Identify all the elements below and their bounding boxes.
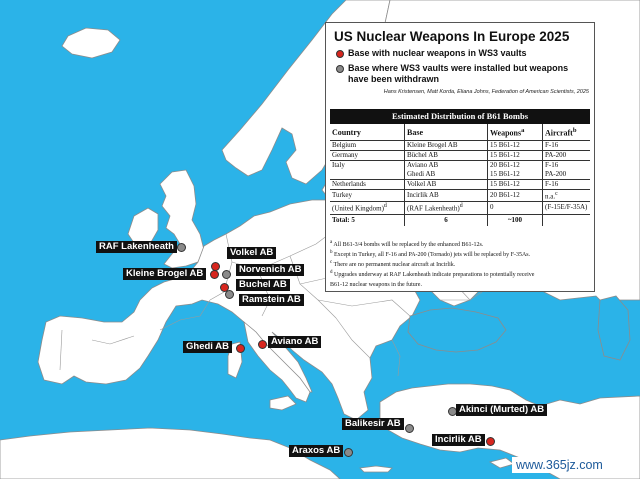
- cell-country-sup: d: [383, 203, 387, 210]
- credit-line: Hans Kristensen, Matt Korda, Eliana Johns, Federation of American Scientists, 2025: [383, 89, 589, 95]
- ghedi-dot[interactable]: [236, 344, 245, 353]
- cell-country: [330, 170, 405, 180]
- cell-aircraft: PA-200: [543, 151, 591, 161]
- cell-aircraft-sup: c: [555, 191, 558, 197]
- cell-aircraft: F-16: [543, 180, 591, 190]
- cell-weapons: 20 B61-12: [488, 190, 543, 202]
- cell-base: Volkel AB: [405, 180, 488, 190]
- header-weapons-sup: a: [521, 126, 525, 134]
- aviano-dot[interactable]: [258, 340, 267, 349]
- araxos-dot[interactable]: [344, 448, 353, 457]
- balikesir-label: Balikesir AB: [342, 418, 404, 430]
- norvenich-dot[interactable]: [222, 270, 231, 279]
- cell-base: Büchel AB: [405, 151, 488, 161]
- cell-weapons: 15 B61-12: [488, 151, 543, 161]
- table-header-row: [330, 124, 590, 141]
- cell-aircraft: F-16: [543, 161, 591, 171]
- footnotes: [330, 239, 592, 289]
- footnote: B61-12 nuclear weapons in the future.: [330, 282, 422, 288]
- total-base: 6: [405, 214, 488, 226]
- cell-weapons: 15 B61-12: [488, 180, 543, 190]
- table-row: [330, 202, 590, 214]
- cell-country: Belgium: [330, 141, 405, 151]
- cell-weapons: 15 B61-12: [488, 141, 543, 151]
- cell-base: Ghedi AB: [405, 170, 488, 180]
- distribution-table-box: [330, 109, 590, 226]
- cell-country: Italy: [330, 161, 405, 171]
- cell-aircraft: F-16: [545, 141, 559, 149]
- cell-base: Aviano AB: [405, 161, 488, 171]
- cell-country: Turkey: [330, 190, 405, 202]
- table-row: [330, 170, 590, 180]
- kleine-brogel-dot[interactable]: [210, 270, 219, 279]
- table-row: [330, 141, 590, 151]
- map-title: US Nuclear Weapons In Europe 2025: [334, 29, 570, 44]
- cell-weapons: 15 B61-12: [488, 170, 543, 180]
- cell-weapons: 20 B61-12: [488, 161, 543, 171]
- cell-country: Germany: [330, 151, 405, 161]
- akinci-label: Akinci (Murted) AB: [456, 404, 547, 416]
- footnote: $^a$ All B61-3/4 bombs will be replaced by the enhanced B61-12s.: [330, 240, 484, 248]
- footnote: $^b$ Except in Turkey, all F-16 and PA-200 (Tornado) jets will be replaced by F-35As.: [330, 250, 531, 258]
- table-row: [330, 180, 590, 190]
- ramstein-dot[interactable]: [225, 290, 234, 299]
- ghedi-label: Ghedi AB: [183, 341, 232, 353]
- cell-aircraft: n.a.$^c$: [543, 190, 591, 202]
- aviano-label: Aviano AB: [268, 336, 321, 348]
- cell-base-sup: d: [459, 203, 463, 210]
- raf-lakenheath-label: RAF Lakenheath: [96, 241, 177, 253]
- cell-country: (United Kingdom)$^d$: [330, 202, 405, 214]
- grey-dot-icon: [336, 65, 344, 73]
- cell-base: Incirlik AB: [405, 190, 488, 202]
- header-aircraft: Aircraft$^b$: [543, 124, 591, 141]
- legend-text-active: Base with nuclear weapons in WS3 vaults: [348, 48, 527, 58]
- header-base: Base: [405, 124, 488, 141]
- header-aircraft-sup: b: [572, 126, 577, 134]
- header-country: Country: [330, 124, 405, 141]
- footnote: $^d$ Upgrades underway at RAF Lakenheath indicate preparations to potentially receive: [330, 270, 535, 278]
- cell-aircraft: PA-200: [545, 170, 567, 178]
- incirlik-dot[interactable]: [486, 437, 495, 446]
- table-title: Estimated Distribution of B61 Bombs: [330, 109, 590, 124]
- red-dot-icon: [336, 50, 344, 58]
- total-weapons: ~100: [488, 214, 543, 226]
- araxos-label: Araxos AB: [289, 445, 343, 457]
- cell-aircraft: (F-15E/F-35A): [543, 202, 591, 214]
- table-row: [330, 161, 590, 171]
- table-row: [330, 190, 590, 202]
- legend-text-withdrawn: Base where WS3 vaults were installed but weapons have been withdrawn: [348, 63, 569, 84]
- footnote: $^c$ There are no permanent nuclear aircraft at Incirlik.: [330, 260, 456, 268]
- total-aircraft: [543, 214, 591, 226]
- cell-country: Netherlands: [330, 180, 405, 190]
- cell-base: (RAF Lakenheath)$^d$: [405, 202, 488, 214]
- table-total-row: [330, 214, 590, 226]
- raf-lakenheath-dot[interactable]: [177, 243, 186, 252]
- watermark: www.365jz.com: [512, 457, 607, 473]
- cell-weapons: 0: [488, 202, 543, 214]
- incirlik-label: Incirlik AB: [432, 434, 485, 446]
- ramstein-label: Ramstein AB: [239, 294, 304, 306]
- distribution-table: [330, 124, 590, 226]
- header-weapons: Weapons$^a$: [488, 124, 543, 141]
- volkel-label: Volkel AB: [227, 247, 276, 259]
- balikesir-dot[interactable]: [405, 424, 414, 433]
- norvenich-label: Norvenich AB: [236, 264, 304, 276]
- info-panel: [325, 22, 595, 292]
- total-country: Total: 5: [330, 214, 405, 226]
- kleine-brogel-label: Kleine Brogel AB: [123, 268, 206, 280]
- table-row: [330, 151, 590, 161]
- buchel-label: Buchel AB: [236, 279, 290, 291]
- cell-base: Kleine Brogel AB: [405, 141, 488, 151]
